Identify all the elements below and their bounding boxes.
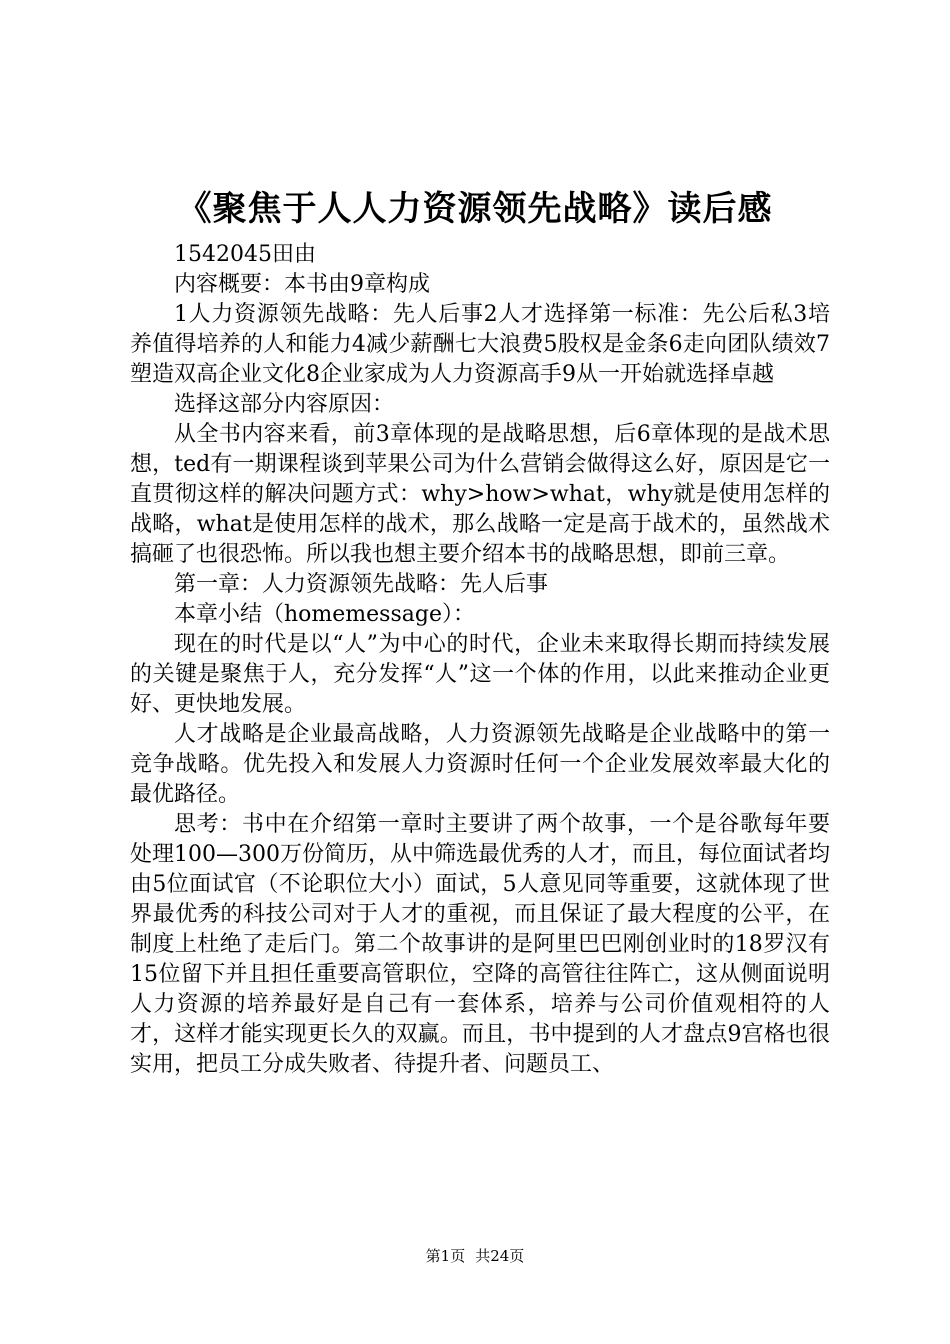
chapter-summary-heading: 本章小结（homemessage）： (174, 602, 475, 627)
page-footer (0, 1246, 950, 1266)
document-title: 《聚焦于人人力资源领先战略》读后感 (177, 189, 773, 229)
document-body (130, 240, 830, 1080)
summary-paragraph-1: 现在的时代是以“人”为中心的时代，企业未来取得长期而持续发展的关键是聚焦于人，充分发挥“人”这一个体的作用，以此来推动企业更好、更快地发展。 (130, 632, 830, 717)
reason-paragraph: 从全书内容来看，前3章体现的是战略思想，后6章体现的是战术思想，ted有一期课程谈到苹果公司为什么营销会做得这么好，原因是它一直贯彻这样的解决问题方式：why>how>what，why就是使用怎样的战略，what是使用怎样的战术，那么战略一定是高于战术的，虽然战术搞砸了也很恐怖。所以我也想主要介绍本书的战略思想，即前三章。 (130, 422, 830, 567)
page-number: 第1页 (425, 1247, 466, 1265)
author-line: 1542045田由 (174, 242, 316, 267)
chapter-one-heading: 第一章：人力资源领先战略：先人后事 (174, 572, 549, 597)
reflection-paragraph: 思考：书中在介绍第一章时主要讲了两个故事，一个是谷歌每年要处理100—300万份简历，从中筛选最优秀的人才，而且，每位面试者均由5位面试官（不论职位大小）面试，5人意见同等重要，这就体现了世界最优秀的科技公司对于人才的重视，而且保证了最大程度的公平，在制度上杜绝了走后门。第二个故事讲的是阿里巴巴刚创业时的18罗汉有15位留下并且担任重要高管职位，空降的高管往往阵亡，这从侧面说明人力资源的培养最好是自己有一套体系，培养与公司价值观相符的人才，这样才能实现更长久的双赢。而且，书中提到的人才盘点9宫格也很实用，把员工分成失败者、待提升者、问题员工、 (130, 812, 830, 1077)
reason-heading: 选择这部分内容原因： (174, 392, 395, 417)
summary-heading: 内容概要：本书由9章构成 (174, 272, 430, 297)
chapter-list-paragraph: 1人力资源领先战略：先人后事2人才选择第一标准：先公后私3培养值得培养的人和能力4减少薪酬七大浪费5股权是金条6走向团队绩效7塑造双高企业文化8企业家成为人力资源高手9从一开始就选择卓越 (130, 302, 830, 387)
page-total: 共24页 (475, 1247, 525, 1265)
summary-paragraph-2: 人才战略是企业最高战略，人力资源领先战略是企业战略中的第一竞争战略。优先投入和发展人力资源时任何一个企业发展效率最大化的最优路径。 (130, 722, 830, 807)
